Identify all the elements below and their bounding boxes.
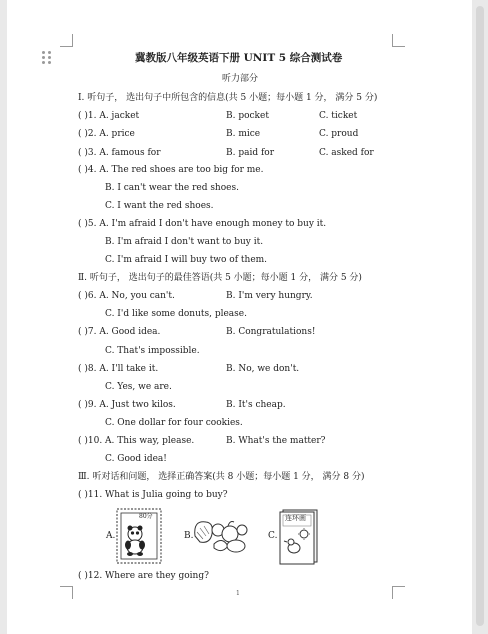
q12-question: ( )12. Where are they going? [78, 571, 209, 581]
q11-label-b: B. [184, 531, 194, 541]
section-label: 听力部分 [222, 74, 259, 84]
part2-heading: Ⅱ. 听句子， 选出句子的最佳答语(共 5 小题；每小题 1 分， 满分 5 分) [78, 273, 362, 283]
q8-option-b: B. No, we don't. [226, 364, 300, 374]
page-number: 1 [236, 590, 240, 597]
q6-option-c: C. I'd like some donuts, please. [105, 309, 247, 319]
q4-option-a: ( )4. A. The red shoes are too big for me. [78, 165, 264, 175]
q7-option-a: ( )7. A. Good idea. [78, 327, 161, 337]
q8-option-a: ( )8. A. I'll take it. [78, 364, 159, 374]
margin-mark-top-left [60, 34, 73, 47]
margin-mark-top-right [392, 34, 405, 47]
q3-option-a: ( )3. A. famous for [78, 148, 161, 158]
q10-option-b: B. What's the matter? [226, 436, 326, 446]
q1-option-c: C. ticket [319, 111, 358, 121]
q1-option-b: B. pocket [226, 111, 269, 121]
part3-heading: Ⅲ. 听对话和问题， 选择正确答案(共 8 小题；每小题 1 分， 满分 8 分) [78, 472, 365, 482]
margin-mark-bottom-left [60, 586, 73, 599]
stamp-value: 80分 [139, 513, 153, 520]
fruit-icon [192, 514, 250, 556]
q10-option-c: C. Good idea! [105, 454, 167, 464]
q7-option-b: B. Congratulations! [226, 327, 316, 337]
q9-option-b: B. It's cheap. [226, 400, 286, 410]
q3-option-b: B. paid for [226, 148, 275, 158]
q3-option-c: C. asked for [319, 148, 374, 158]
q11-label-a: A. [106, 531, 116, 541]
q4-option-c: C. I want the red shoes. [105, 201, 214, 211]
q5-option-a: ( )5. A. I'm afraid I don't have enough money to buy it. [78, 219, 327, 229]
part1-heading: Ⅰ. 听句子， 选出句子中所包含的信息(共 5 小题；每小题 1 分， 满分 5 分) [78, 93, 378, 103]
q2-option-b: B. mice [226, 129, 261, 139]
q11-label-c: C. [268, 531, 278, 541]
q9-option-a: ( )9. A. Just two kilos. [78, 400, 176, 410]
drag-handle-icon[interactable] [42, 51, 52, 65]
q4-option-b: B. I can't wear the red shoes. [105, 183, 239, 193]
vertical-scrollbar[interactable] [472, 0, 488, 634]
q9-option-c: C. One dollar for four cookies. [105, 418, 243, 428]
book-title: 连环画 [285, 514, 306, 522]
document-title: 冀教版八年级英语下册 UNIT 5 综合测试卷 [135, 52, 343, 64]
q1-option-a: ( )1. A. jacket [78, 111, 140, 121]
q6-option-b: B. I'm very hungry. [226, 291, 313, 301]
q6-option-a: ( )6. A. No, you can't. [78, 291, 175, 301]
q10-option-a: ( )10. A. This way, please. [78, 436, 195, 446]
q5-option-c: C. I'm afraid I will buy two of them. [105, 255, 268, 265]
scrollbar-thumb[interactable] [476, 6, 484, 626]
margin-mark-bottom-right [392, 586, 405, 599]
q5-option-b: B. I'm afraid I don't want to buy it. [105, 237, 264, 247]
q7-option-c: C. That's impossible. [105, 346, 200, 356]
q2-option-a: ( )2. A. price [78, 129, 135, 139]
q2-option-c: C. proud [319, 129, 359, 139]
q11-question: ( )11. What is Julia going to buy? [78, 490, 228, 500]
q8-option-c: C. Yes, we are. [105, 382, 172, 392]
